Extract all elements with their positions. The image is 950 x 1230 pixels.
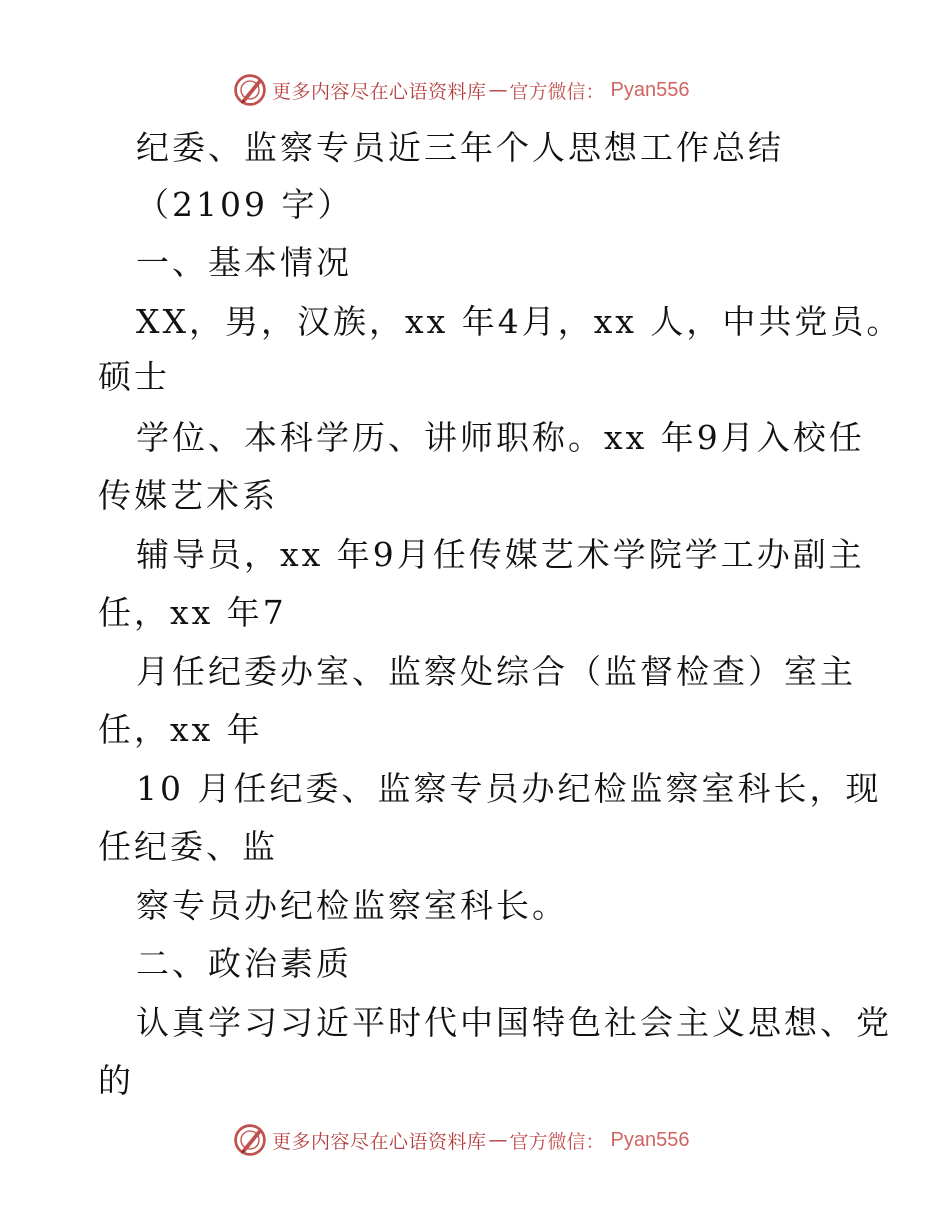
word-count: （2109 字） xyxy=(136,185,354,224)
watermark-dash: — xyxy=(488,1129,508,1151)
paragraph-line: 辅导员，xx 年9月任传媒艺术学院学工办副主 xyxy=(136,535,865,574)
section-heading-basic-info: 一、基本情况 xyxy=(136,243,352,282)
watermark-label: 官方微信： xyxy=(509,1130,605,1153)
document-title: 纪委、监察专员近三年个人思想工作总结 xyxy=(136,128,784,167)
pen-logo-icon xyxy=(232,1122,268,1158)
paragraph-line: XX，男，汉族，xx 年4月，xx 人，中共党员。 xyxy=(136,302,903,341)
pen-logo-icon xyxy=(232,72,268,108)
paragraph-line: 月任纪委办室、监察处综合（监督检查）室主 xyxy=(136,652,856,691)
paragraph-line: 任纪委、监 xyxy=(98,827,278,866)
paragraph-line: 硕士 xyxy=(98,357,170,396)
paragraph-line: 认真学习习近平时代中国特色社会主义思想、党 xyxy=(136,1003,892,1042)
watermark-dash: — xyxy=(488,79,508,101)
watermark-text: 更多内容尽在心语资料库 xyxy=(272,1130,487,1153)
watermark-banner-bottom xyxy=(232,1120,690,1160)
paragraph-line: 任，xx 年 xyxy=(98,710,263,749)
watermark-text: 更多内容尽在心语资料库 xyxy=(272,80,487,103)
paragraph-line: 任，xx 年7 xyxy=(98,593,287,632)
paragraph-line: 的 xyxy=(98,1061,134,1100)
watermark-wechat-id: Pyan556 xyxy=(610,1128,690,1151)
section-heading-political-quality: 二、政治素质 xyxy=(136,944,352,983)
paragraph-line: 传媒艺术系 xyxy=(98,476,278,515)
watermark-banner-top xyxy=(232,70,690,110)
paragraph-line: 察专员办纪检监察室科长。 xyxy=(136,886,568,925)
watermark-label: 官方微信： xyxy=(509,80,605,103)
watermark-wechat-id: Pyan556 xyxy=(610,78,690,101)
paragraph-line: 10 月任纪委、监察专员办纪检监察室科长，现 xyxy=(136,769,882,808)
paragraph-line: 学位、本科学历、讲师职称。xx 年9月入校任 xyxy=(136,418,865,457)
